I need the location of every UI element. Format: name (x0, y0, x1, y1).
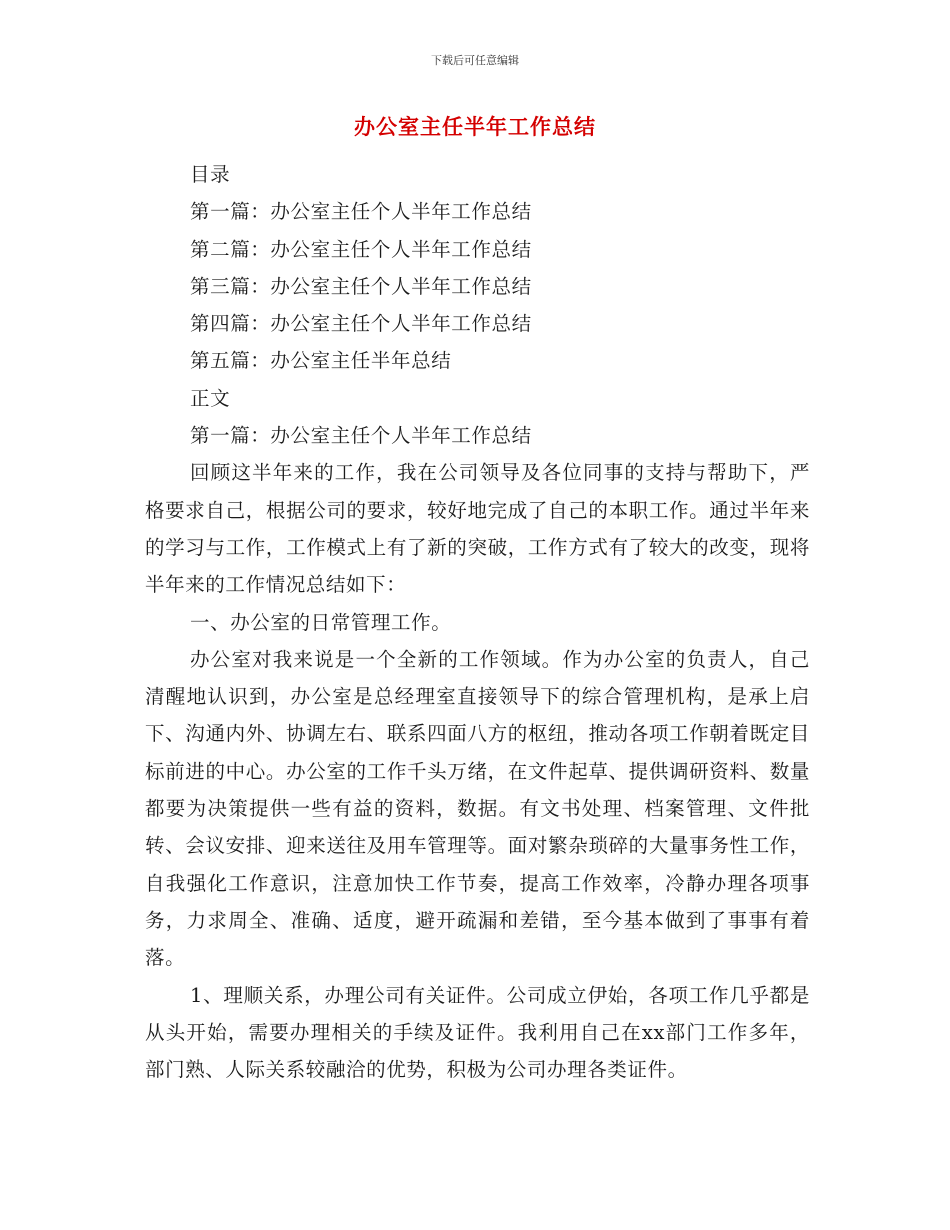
article-heading: 第一篇：办公室主任个人半年工作总结 (190, 424, 532, 448)
toc-item: 第四篇：办公室主任个人半年工作总结 (190, 312, 532, 336)
toc-item: 第二篇：办公室主任个人半年工作总结 (190, 237, 532, 261)
paragraph: 回顾这半年来的工作，我在公司领导及各位同事的支持与帮助下，严格要求自己，根据公司的要求，较好地完成了自己的本职工作。通过半年来的学习与工作，工作模式上有了新的突破，工作方式有了较大的改变，现将半年来的工作情况总结如下： (145, 461, 810, 597)
paragraph: 1、理顺关系，办理公司有关证件。公司成立伊始，各项工作几乎都是从头开始，需要办理相关的手续及证件。我利用自己在xx部门工作多年，部门熟、人际关系较融洽的优势，积极为公司办理各类证件。 (145, 983, 810, 1082)
toc-item: 第一篇：办公室主任个人半年工作总结 (190, 200, 532, 224)
toc-item: 第三篇：办公室主任个人半年工作总结 (190, 274, 532, 298)
toc-heading: 目录 (190, 163, 231, 186)
section-heading: 一、办公室的日常管理工作。 (190, 610, 452, 634)
toc-item: 第五篇：办公室主任半年总结 (190, 349, 452, 373)
body-heading: 正文 (190, 386, 231, 410)
paragraph: 办公室对我来说是一个全新的工作领域。作为办公室的负责人，自己清醒地认识到，办公室是总经理室直接领导下的综合管理机构，是承上启下、沟通内外、协调左右、联系四面八方的枢纽，推动各项工作朝着既定目标前进的中心。办公室的工作千头万绪，在文件起草、提供调研资料、数量都要为决策提供一些有益的资料，数据。有文书处理、档案管理、文件批转、会议安排、迎来送往及用车管理等。面对繁杂琐碎的大量事务性工作，自我强化工作意识，注意加快工作节奏，提高工作效率，冷静办理各项事务，力求周全、准确、适度，避开疏漏和差错，至今基本做到了事事有着落。 (145, 647, 810, 970)
header-note: 下载后可任意编辑 (431, 54, 519, 67)
document-body (145, 156, 810, 1088)
document-title: 办公室主任半年工作总结 (354, 114, 596, 139)
